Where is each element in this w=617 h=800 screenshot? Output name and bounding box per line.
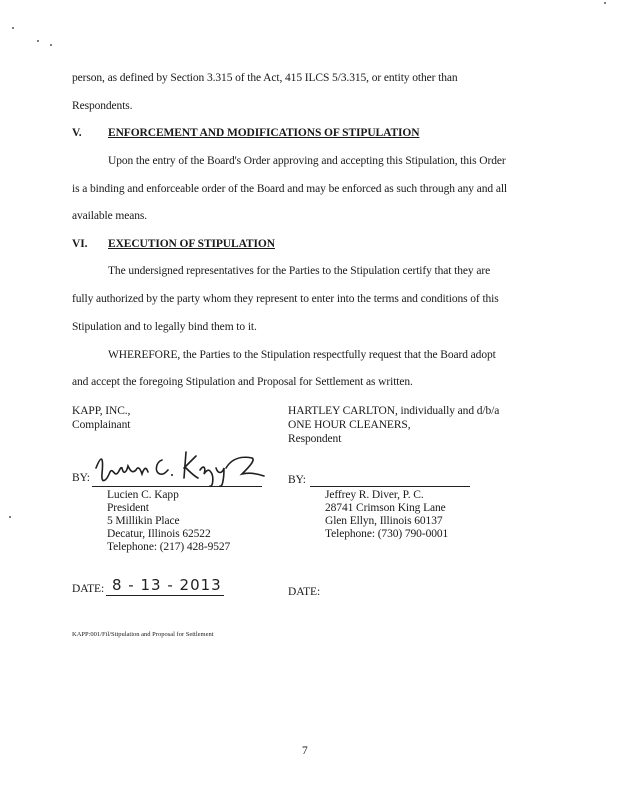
respondent-name-line-2: ONE HOUR CLEANERS,: [288, 419, 411, 431]
complainant-by-label: BY:: [72, 472, 90, 484]
respondent-date-label: DATE:: [288, 586, 321, 598]
respondent-signature-line: [310, 486, 470, 487]
scan-speck: [37, 40, 39, 42]
scan-speck: [50, 44, 52, 46]
complainant-date-label: DATE:: [72, 583, 105, 595]
page-number: 7: [302, 745, 308, 757]
complainant-telephone: Telephone: (217) 428-9527: [107, 541, 231, 553]
respondent-name-line-1: HARTLEY CARLTON, individually and d/b/a: [288, 405, 500, 417]
respondent-address-1: 28741 Crimson King Lane: [325, 502, 446, 514]
section-vi-p1-line-3: Stipulation and to legally bind them to it.: [72, 321, 257, 333]
respondent-role: Respondent: [288, 433, 342, 445]
file-reference: KAPP:001/Fil/Stipulation and Proposal for Settlement: [72, 631, 214, 638]
respondent-address-2: Glen Ellyn, Illinois 60137: [325, 515, 443, 527]
respondent-signer-name: Jeffrey R. Diver, P. C.: [325, 489, 424, 501]
section-vi-p2-line-2: and accept the foregoing Stipulation and Proposal for Settlement as written.: [72, 376, 413, 388]
complainant-address-1: 5 Millikin Place: [107, 515, 180, 527]
complainant-date-line: [106, 595, 224, 596]
section-v-line-2: is a binding and enforceable order of the Board and may be enforced as such through any and all: [72, 183, 508, 195]
complainant-signature: [92, 444, 272, 490]
section-v-heading: ENFORCEMENT AND MODIFICATIONS OF STIPULATION: [108, 127, 420, 139]
continuation-line-2: Respondents.: [72, 100, 133, 112]
complainant-signer-name: Lucien C. Kapp: [107, 489, 179, 501]
scan-speck: [12, 27, 14, 29]
complainant-date-value: 8 - 13 - 2013: [112, 576, 222, 594]
complainant-role: Complainant: [72, 419, 131, 431]
section-v-line-3: available means.: [72, 210, 148, 222]
section-vi-heading: EXECUTION OF STIPULATION: [108, 238, 275, 250]
respondent-by-label: BY:: [288, 474, 306, 486]
continuation-line-1: person, as defined by Section 3.315 of the Act, 415 ILCS 5/3.315, or entity other than: [72, 72, 458, 84]
section-v-number: V.: [72, 127, 82, 139]
section-v-line-1: Upon the entry of the Board's Order approving and accepting this Stipulation, this Order: [108, 155, 506, 167]
section-vi-p1-line-1: The undersigned representatives for the Parties to the Stipulation certify that they are: [108, 265, 491, 277]
respondent-telephone: Telephone: (730) 790-0001: [325, 528, 449, 540]
complainant-signer-title: President: [107, 502, 149, 514]
complainant-address-2: Decatur, Illinois 62522: [107, 528, 211, 540]
complainant-name: KAPP, INC.,: [72, 405, 131, 417]
scan-speck: [9, 516, 11, 518]
section-vi-p2-line-1: WHEREFORE, the Parties to the Stipulation respectfully request that the Board adopt: [108, 349, 496, 361]
section-vi-number: VI.: [72, 238, 88, 250]
section-vi-p1-line-2: fully authorized by the party whom they represent to enter into the terms and conditions of this: [72, 293, 499, 305]
scan-speck: [604, 2, 606, 4]
